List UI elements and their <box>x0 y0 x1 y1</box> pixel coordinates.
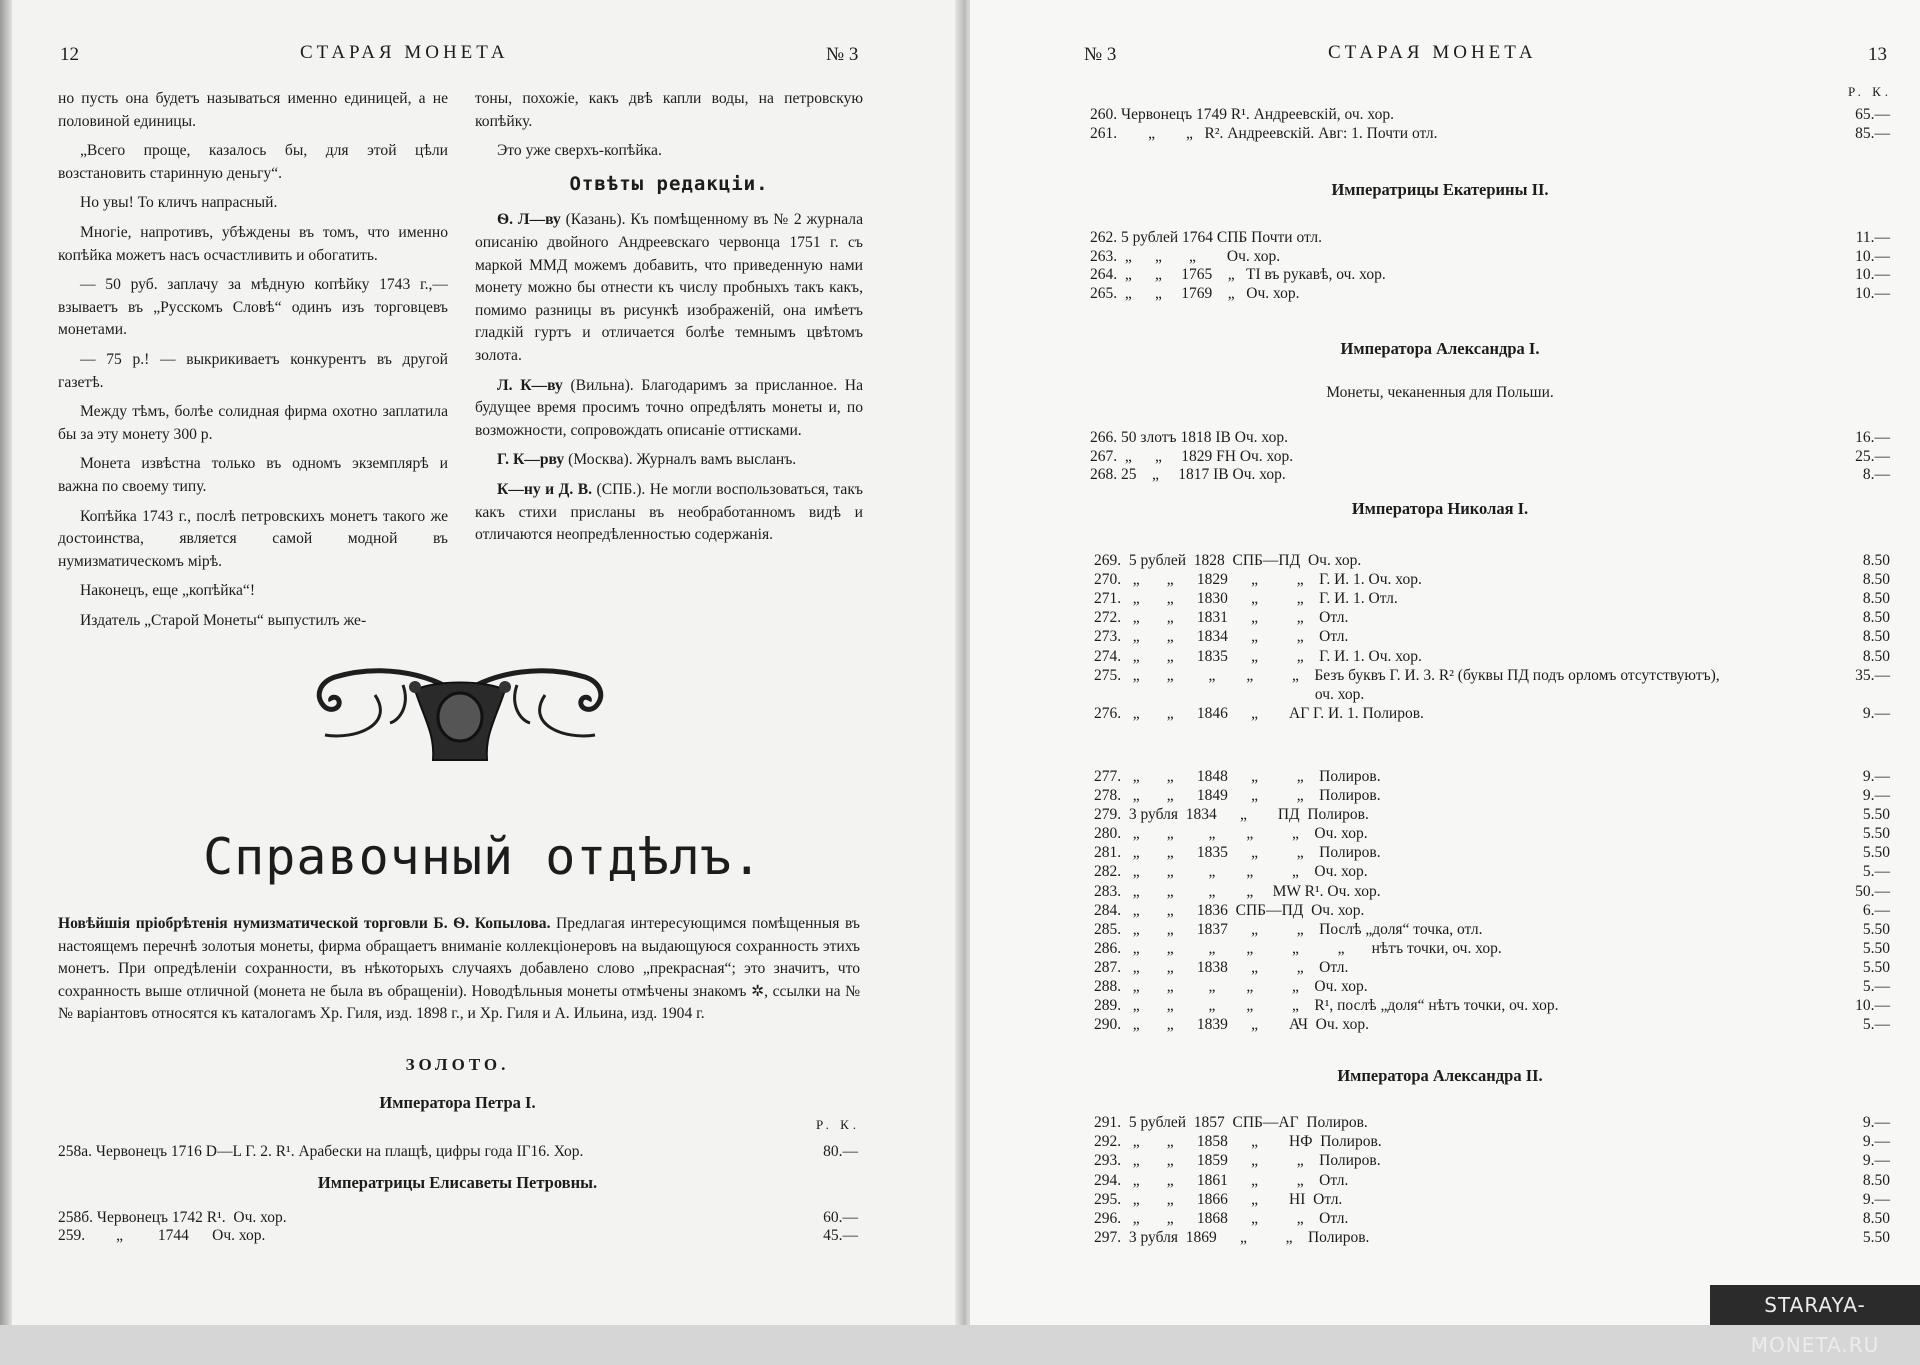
paragraph: но пусть она будетъ называться именно единицей, а не половиной единицы. <box>58 90 448 130</box>
entry-description: 286. „ „ „ „ „ „ нѣтъ точки, оч. хор. <box>1094 939 1502 957</box>
entry-price: 50.— <box>1855 882 1890 900</box>
catalog-entry <box>1094 862 1890 881</box>
heading-nicholas: Императора Николая I. <box>1351 499 1529 518</box>
leader-dots <box>1374 824 1855 843</box>
answer-item <box>475 449 863 472</box>
entry-price: 8.50 <box>1862 628 1890 646</box>
catalog-entry <box>1094 589 1890 608</box>
answer-text: (Казань). Къ помѣщенному въ № 2 журнала описанію двойного Андреевскаго червонца 1751 г. съ маркой ММД можемъ добавить, что приведенную нами монету можно бы отнести къ числу пробныхъ такъ какъ, помимо разницы въ рисункѣ изображеній, она имѣетъ гладкій гуртъ и отличается болѣе темнымъ цвѣтомъ золота. <box>475 211 863 364</box>
entry-description: 293. „ „ 1859 „ „ Полиров. <box>1094 1152 1381 1170</box>
left-page <box>0 0 966 1325</box>
page-number: 12 <box>60 44 79 65</box>
leader-dots <box>1565 996 1847 1015</box>
entry-description: 264. „ „ 1765 „ TI въ рукавѣ, оч. хор. <box>1090 266 1386 283</box>
entry-description: 261. „ „ R². Андреевскій. Авг: 1. Почти отл. <box>1090 124 1438 142</box>
entry-description: 287. „ „ 1838 „ „ Отл. <box>1094 958 1349 976</box>
catalog-entry <box>1090 428 1890 447</box>
entry-description: оч. хор. <box>1094 685 1365 703</box>
entry-price: 85.— <box>1855 124 1890 142</box>
entry-description: 265. „ „ 1769 „ Оч. хор. <box>1090 284 1300 302</box>
entry-price: 8.— <box>1862 466 1890 483</box>
paragraph: Многіе, напротивъ, убѣждены въ томъ, что именно копѣйка можетъ насъ осчастливить и обогатить. <box>58 223 448 264</box>
text-column-left <box>58 88 448 639</box>
answers-heading: Отвѣты редакціи. <box>569 172 769 195</box>
entry-description: 282. „ „ „ „ „ Оч. хор. <box>1094 863 1368 881</box>
intro-paragraph <box>58 913 860 1026</box>
catalog-entry <box>1094 977 1890 996</box>
leader-dots <box>1387 882 1847 901</box>
entry-price: 5.50 <box>1862 920 1890 938</box>
leader-dots <box>1294 428 1847 447</box>
entry-price: 10.— <box>1855 284 1890 302</box>
catalog-entry <box>1094 958 1890 977</box>
entry-price: 5.— <box>1862 863 1890 881</box>
entry-description: 273. „ „ 1834 „ „ Отл. <box>1094 628 1349 646</box>
entry-price: 8.50 <box>1862 552 1890 569</box>
catalog-entry <box>1094 608 1890 627</box>
entry-description: 290. „ „ 1839 „ АЧ Оч. хор. <box>1094 1016 1369 1034</box>
leader-dots <box>1428 570 1855 589</box>
leader-dots <box>1726 666 1847 685</box>
leader-dots <box>1387 786 1855 805</box>
entry-description: 266. 50 злотъ 1818 IB Оч. хор. <box>1090 429 1288 446</box>
answer-text: (Вильна). Благодаримъ за присланное. На будущее время просимъ точно опредѣлять монеты и, по возможности, сопровождать описаніе оттисками. <box>475 376 863 439</box>
entry-description: 280. „ „ „ „ „ Оч. хор. <box>1094 825 1368 843</box>
entry-description: 267. „ „ 1829 FH Оч. хор. <box>1090 447 1294 465</box>
editorial-answers <box>475 209 863 546</box>
catalog-entry <box>58 1226 858 1245</box>
entry-price: 9.— <box>1862 1133 1890 1151</box>
entry-description: 270. „ „ 1829 „ „ Г. И. 1. Оч. хор. <box>1094 571 1422 589</box>
entry-price: 11.— <box>1855 229 1890 246</box>
entry-price: 16.— <box>1855 429 1890 446</box>
text-column-right <box>475 88 863 554</box>
answer-item <box>475 209 863 367</box>
leader-dots <box>1375 805 1855 824</box>
entry-description: 259. „ 1744 Оч. хор. <box>58 1227 266 1244</box>
entry-description: 292. „ „ 1858 „ НФ Полиров. <box>1094 1133 1382 1151</box>
leader-dots <box>1375 1228 1855 1247</box>
entry-price: 5.50 <box>1862 1229 1890 1247</box>
catalog-entry <box>1090 265 1890 284</box>
catalog-entry <box>1094 1190 1890 1209</box>
answer-item <box>475 479 863 547</box>
issue-number: № 3 <box>1084 44 1117 65</box>
leader-dots <box>1428 647 1855 666</box>
catalog-entry <box>1094 767 1890 786</box>
entry-price: 10.— <box>1855 997 1890 1015</box>
leader-dots <box>1374 977 1855 996</box>
paragraph: Это уже сверхъ-копѣйка. <box>497 142 662 160</box>
entry-description: 276. „ „ 1846 „ АГ Г. И. 1. Полиров. <box>1094 704 1424 722</box>
catalog-entry <box>1090 465 1890 484</box>
leader-dots <box>1508 939 1855 958</box>
leader-dots <box>1328 228 1848 247</box>
entry-price: 9.— <box>1862 787 1890 804</box>
leader-dots <box>1299 447 1847 466</box>
entry-description: 271. „ „ 1830 „ „ Г. И. 1. Отл. <box>1094 590 1398 608</box>
entry-price: 5.50 <box>1862 939 1890 957</box>
leader-dots <box>1354 608 1855 627</box>
paragraph: — 50 руб. заплачу за мѣдную копѣйку 1743 г.,—взываетъ въ „Русскомъ Словѣ“ одинъ изъ торговцевъ монетами. <box>58 276 448 339</box>
entry-description: 278. „ „ 1849 „ „ Полиров. <box>1094 787 1381 804</box>
entry-description: 283. „ „ „ „ MW R¹. Оч. хор. <box>1094 882 1381 900</box>
leader-dots <box>1354 627 1855 646</box>
leader-dots <box>1374 1113 1855 1132</box>
entry-description: 295. „ „ 1866 „ НІ Отл. <box>1094 1190 1343 1208</box>
entry-price: 8.50 <box>1862 1171 1890 1189</box>
answer-item <box>475 375 863 443</box>
entry-price: 60.— <box>823 1209 858 1226</box>
leader-dots <box>1292 465 1855 484</box>
intro-lead: Новѣйшія пріобрѣтенія нумизматической торговли Б. Ѳ. Копылова. <box>58 915 551 932</box>
leader-dots <box>271 1226 815 1245</box>
entry-price: 9.— <box>1862 704 1890 722</box>
entry-price: 9.— <box>1862 1190 1890 1208</box>
catalog-entry <box>1094 1015 1890 1034</box>
leader-dots <box>1354 1209 1855 1228</box>
entry-price: 80.— <box>823 1143 858 1160</box>
catalog-entry <box>1090 105 1890 124</box>
entry-price: 8.50 <box>1862 647 1890 665</box>
catalog-entry <box>1090 124 1890 143</box>
gold-heading: ЗОЛОТО. <box>405 1055 510 1074</box>
leader-dots <box>1354 1171 1855 1190</box>
entry-price: 8.50 <box>1862 609 1890 627</box>
leader-dots <box>1400 105 1847 124</box>
answer-recipient: Ѳ. Л—ву <box>497 211 561 229</box>
answer-recipient: Л. К—ву <box>497 376 563 394</box>
intro-body: Предлагая интересующимся помѣщенныя въ настоящемъ перечнѣ золотыя монеты, фирма обращаетъ вниманіе коллекціонеровъ на выдающуюся сохранность этихъ монетъ. При опредѣленіи сохранности, въ нѣкоторыхъ случаяхъ добавлено слово „прекрасная“; это значитъ, что сохранность выше отличной (монета не была въ обращеніи). Новодѣльныя монеты отмѣчены знакомъ ✲, ссылки на №№ варіантовъ относятся къ каталогамъ Хр. Гиля, изд. 1898 г., и Хр. Гиля и А. Ильина, изд. 1904 г. <box>58 915 860 1023</box>
answer-recipient: К—ну и Д. В. <box>497 480 593 498</box>
catalog-entry <box>1094 882 1890 901</box>
paragraph: Наконецъ, еще „копѣйка“! <box>80 582 256 600</box>
answer-recipient: Г. К—рву <box>497 451 565 469</box>
column-continuation <box>475 88 863 163</box>
leader-dots <box>1489 920 1855 939</box>
entry-price: 9.— <box>1862 767 1890 785</box>
leader-dots <box>1387 1151 1855 1170</box>
paragraph: Но увы! То кличъ напрасный. <box>80 194 278 212</box>
catalog-entry <box>58 1142 858 1161</box>
entry-price: 10.— <box>1855 266 1890 283</box>
section-title: Справочный отдѣлъ. <box>203 828 763 886</box>
entry-description: 279. 3 рубля 1834 „ ПД Полиров. <box>1094 806 1369 824</box>
entry-description: 274. „ „ 1835 „ „ Г. И. 1. Оч. хор. <box>1094 647 1422 665</box>
catalog-entry <box>1094 824 1890 843</box>
entry-description: 296. „ „ 1868 „ „ Отл. <box>1094 1210 1349 1227</box>
entry-price: 45.— <box>823 1227 858 1244</box>
catalog-entry <box>1094 939 1890 958</box>
answer-text: (Москва). Журналъ вамъ высланъ. <box>564 451 797 469</box>
price-units: Р. К. <box>816 1117 861 1132</box>
watermark-stamp: STARAYA-MONETA.RU <box>1710 1285 1920 1325</box>
heading-alexander-1: Императора Александра I. <box>1340 339 1540 358</box>
leader-dots <box>1430 704 1855 723</box>
entry-description: 289. „ „ „ „ „ R¹, послѣ „доля“ нѣтъ точки, оч. хор. <box>1094 997 1559 1015</box>
entry-description: 258а. Червонецъ 1716 D—L Г. 2. R¹. Арабески на плащѣ, цифры года IГ16. Хор. <box>58 1143 584 1160</box>
leader-dots <box>1306 284 1847 303</box>
catalog-entry <box>1094 1113 1890 1132</box>
heading-peter: Императора Петра I. <box>379 1093 536 1112</box>
entry-description: 258б. Червонецъ 1742 R¹. Оч. хор. <box>58 1209 287 1226</box>
leader-dots <box>1374 862 1855 881</box>
entry-description: 268. 25 „ 1817 IB Оч. хор. <box>1090 466 1286 483</box>
entry-description: 272. „ „ 1831 „ „ Отл. <box>1094 609 1349 627</box>
subheading-poland: Монеты, чеканенныя для Польши. <box>1326 384 1554 401</box>
entry-description: 269. 5 рублей 1828 СПБ—ПД Оч. хор. <box>1094 552 1362 569</box>
entry-description: 284. „ „ 1836 СПБ—ПД Оч. хор. <box>1094 901 1365 919</box>
leader-dots <box>1286 247 1847 266</box>
heading-catherine: Императрицы Екатерины II. <box>1331 180 1549 199</box>
entry-description: 294. „ „ 1861 „ „ Отл. <box>1094 1171 1349 1189</box>
entry-description: 263. „ „ „ Оч. хор. <box>1090 247 1281 265</box>
catalog-entry <box>1094 570 1890 589</box>
entry-price: 5.50 <box>1862 825 1890 843</box>
catalog-entry <box>1094 1209 1890 1228</box>
catalog-entry <box>1094 666 1890 685</box>
entry-price: 8.50 <box>1862 590 1890 608</box>
catalog-entry <box>58 1208 858 1227</box>
catalog-entry <box>1094 1171 1890 1190</box>
catalog-entry <box>1094 1151 1890 1170</box>
heading-elizabeth: Императрицы Елисаветы Петровны. <box>317 1173 598 1192</box>
leader-dots <box>1367 551 1855 570</box>
leader-dots <box>1370 901 1855 920</box>
catalog-entry <box>1094 627 1890 646</box>
leader-dots <box>1375 1015 1855 1034</box>
entry-description: 288. „ „ „ „ „ Оч. хор. <box>1094 978 1368 995</box>
entry-price: 5.50 <box>1862 958 1890 976</box>
catalog-entry <box>1090 228 1890 247</box>
entry-price: 10.— <box>1855 247 1890 265</box>
catalog-entry <box>1090 247 1890 266</box>
leader-dots <box>589 1142 815 1161</box>
catalog-entry <box>1094 1228 1890 1247</box>
paragraph: тоны, похожіе, какъ двѣ капли воды, на петровскую копѣйку. <box>475 90 863 130</box>
entry-price: 25.— <box>1855 447 1890 465</box>
entry-price: 5.— <box>1862 978 1890 995</box>
paragraph: — 75 р.! — выкрикиваетъ конкурентъ въ другой газетѣ. <box>58 350 448 391</box>
leader-dots <box>293 1208 815 1227</box>
entry-description: 275. „ „ „ „ „ Безъ буквъ Г. И. 3. R² (буквы ПД подъ орломъ отсутствуютъ), <box>1094 666 1720 684</box>
catalog-entry <box>1094 551 1890 570</box>
running-title: СТАРАЯ МОНЕТА <box>1328 42 1537 63</box>
catalog-entry <box>1094 805 1890 824</box>
leader-dots <box>1387 767 1855 786</box>
paragraph: „Всего проще, казалось бы, для этой цѣли возстановить старинную деньгу“. <box>58 142 448 182</box>
catalog-entry <box>1094 996 1890 1015</box>
paragraph: Копѣйка 1743 г., послѣ петровскихъ монетъ такого же достоинства, является самой модной въ нумизматическомъ мірѣ. <box>58 507 448 570</box>
catalog-entry <box>1094 647 1890 666</box>
answer-text: (СПБ.). Не могли воспользоваться, такъ какъ стихи присланы въ необработанномъ видѣ и отличаются неопредѣленностью содержанія. <box>475 480 863 544</box>
page-number: 13 <box>1868 44 1887 65</box>
entry-price: 9.— <box>1862 1152 1890 1170</box>
catalog-entry <box>1094 704 1890 723</box>
price-units: Р. К. <box>1848 84 1893 99</box>
paragraph: Издатель „Старой Монеты“ выпустилъ же- <box>80 611 367 629</box>
catalog-entry <box>1090 284 1890 303</box>
entry-description: 262. 5 рублей 1764 СПБ Почти отл. <box>1090 229 1323 246</box>
catalog-entry <box>1094 685 1890 704</box>
page-edge <box>0 0 12 1325</box>
entry-price: 5.50 <box>1862 806 1890 824</box>
entry-description: 281. „ „ 1835 „ „ Полиров. <box>1094 844 1381 862</box>
entry-price: 35.— <box>1855 666 1890 684</box>
entry-price: 5.— <box>1862 1016 1890 1034</box>
leader-dots <box>1444 124 1847 143</box>
right-page <box>970 0 1920 1325</box>
catalog-entry <box>1090 447 1890 466</box>
entry-price: 8.50 <box>1862 1210 1890 1227</box>
entry-description: 297. 3 рубля 1869 „ „ Полиров. <box>1094 1229 1370 1247</box>
issue-number: № 3 <box>826 44 859 65</box>
paragraph: Монета извѣстна только въ одномъ экземплярѣ и важна по своему типу. <box>58 455 448 495</box>
entry-description: 285. „ „ 1837 „ „ Послѣ „доля“ точка, отл. <box>1094 920 1483 938</box>
heading-alexander-2: Императора Александра II. <box>1337 1066 1543 1085</box>
art-nouveau-ornament-icon <box>315 665 605 765</box>
catalog-entry <box>1094 1132 1890 1151</box>
catalog-entry <box>1094 901 1890 920</box>
running-title: СТАРАЯ МОНЕТА <box>300 42 509 63</box>
catalog-entry <box>1094 843 1890 862</box>
leader-dots <box>1387 843 1855 862</box>
entry-price: 65.— <box>1855 106 1890 123</box>
paragraph: Между тѣмъ, болѣе солидная фирма охотно заплатила бы за эту монету 300 р. <box>58 403 448 443</box>
catalog-entry <box>1094 786 1890 805</box>
leader-dots <box>1348 1190 1855 1209</box>
leader-dots <box>1392 265 1847 284</box>
entry-description: 291. 5 рублей 1857 СПБ—АГ Полиров. <box>1094 1114 1368 1131</box>
entry-description: 277. „ „ 1848 „ „ Полиров. <box>1094 767 1381 785</box>
entry-price: 9.— <box>1862 1114 1890 1131</box>
entry-description: 260. Червонецъ 1749 R¹. Андреевскій, оч. хор. <box>1090 106 1394 123</box>
leader-dots <box>1404 589 1855 608</box>
entry-price: 8.50 <box>1862 571 1890 589</box>
entry-price: 6.— <box>1862 901 1890 919</box>
leader-dots <box>1354 958 1855 977</box>
catalog-entry <box>1094 920 1890 939</box>
entry-price: 5.50 <box>1862 844 1890 862</box>
leader-dots <box>1388 1132 1855 1151</box>
